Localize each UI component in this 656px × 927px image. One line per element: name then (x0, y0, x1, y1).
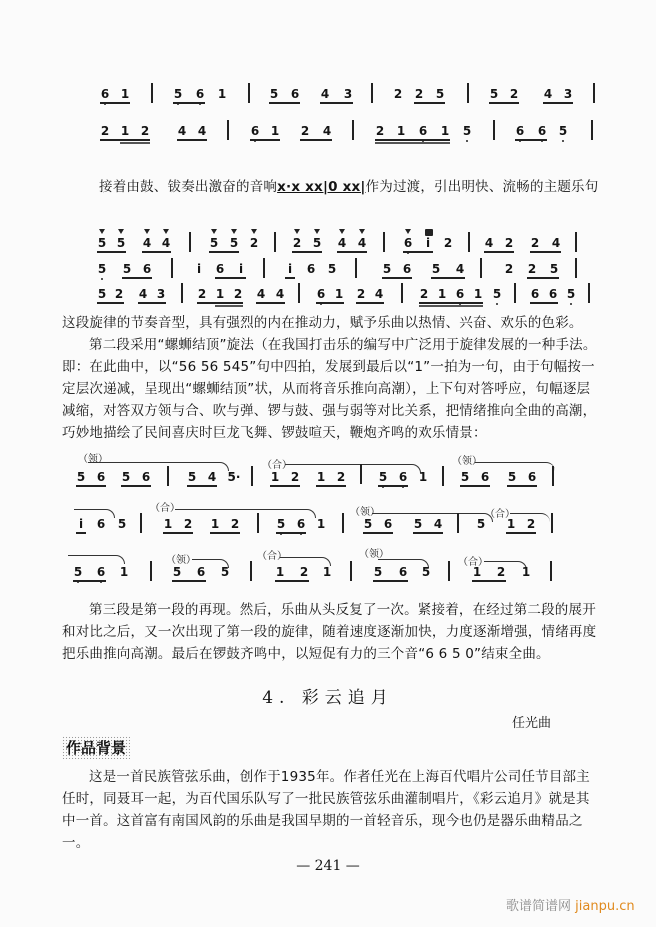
note: 4 (138, 287, 148, 301)
note: 6 (306, 262, 316, 276)
barline (274, 232, 276, 252)
barline (514, 283, 516, 303)
note: 2 (504, 236, 514, 250)
part-label: （领） (78, 454, 108, 465)
note: 6 (96, 517, 106, 531)
note: 5 (507, 470, 517, 484)
note: 5 (97, 262, 107, 276)
note: 6 (290, 87, 300, 101)
barline (588, 283, 590, 303)
barline (248, 83, 250, 103)
note: 6 (398, 565, 408, 579)
note: 5 (378, 470, 388, 484)
slur (175, 509, 316, 518)
note: 6 (141, 470, 151, 484)
note: 4 (207, 470, 217, 484)
barline (457, 513, 459, 533)
note: 6 (316, 287, 326, 301)
note: i (423, 236, 433, 250)
note: 6 (527, 470, 537, 484)
score-row-5 (0, 287, 656, 309)
note: 1 (119, 565, 129, 579)
note: 4 (433, 517, 443, 531)
note: 5 (460, 470, 470, 484)
part-label: （领） (166, 555, 196, 566)
barline (151, 83, 153, 103)
note: 5 (413, 517, 423, 531)
note: 1 (316, 517, 326, 531)
note: 2 (183, 517, 193, 531)
note: 1 (396, 124, 406, 138)
note: 6 (215, 262, 225, 276)
note: 2 (140, 124, 150, 138)
note: i (78, 517, 84, 531)
score-row-4 (0, 262, 656, 284)
part-label: （领） (359, 549, 389, 560)
note: 6 (296, 517, 306, 531)
note: 1 (322, 565, 332, 579)
note: 2 (504, 262, 514, 276)
note: 2 (233, 287, 243, 301)
note: 2 (393, 87, 403, 101)
barline (355, 258, 357, 278)
barline (171, 258, 173, 278)
note: 1 (418, 470, 428, 484)
watermark-cn: 歌谱简谱网 (506, 899, 572, 914)
barline (167, 466, 169, 486)
barline (550, 561, 552, 581)
note: 2 (114, 287, 124, 301)
note: 2 (496, 565, 506, 579)
note: 5 (229, 236, 239, 250)
note: 4 (322, 124, 332, 138)
note: 5 (363, 517, 373, 531)
note: 4 (543, 87, 553, 101)
watermark-en: jianpu.cn (575, 899, 635, 914)
score-row-8 (0, 549, 656, 587)
note: 1 (473, 287, 483, 301)
part-label: （合） (262, 460, 292, 471)
note: 1 (120, 124, 130, 138)
note: 4 (337, 236, 347, 250)
piece-title: 4. 彩云追月 (262, 688, 394, 708)
barline (352, 120, 354, 140)
note: 5 (117, 517, 127, 531)
note: 5 (489, 87, 499, 101)
note: 2 (419, 287, 429, 301)
part-label: （合） (485, 509, 515, 520)
note: 2 (299, 565, 309, 579)
note: 4 (197, 124, 207, 138)
note: 5 (220, 565, 230, 579)
note: 5 (116, 236, 126, 250)
note: 4 (161, 236, 171, 250)
note: 6 (530, 287, 540, 301)
note: 5 (269, 87, 279, 101)
note: 1 (316, 470, 326, 484)
barline (591, 120, 593, 140)
note: 5 (421, 565, 431, 579)
barline (350, 561, 352, 581)
page-number: — 241 — (296, 858, 360, 874)
note: 6 (383, 517, 393, 531)
part-label: （领） (350, 507, 380, 518)
note: 5 (476, 517, 486, 531)
barline (360, 464, 362, 484)
note: 4 (256, 287, 266, 301)
note: 5 (209, 236, 219, 250)
barline (480, 258, 482, 278)
composer-credit: 任光曲 (512, 716, 552, 731)
note: 4 (142, 236, 152, 250)
note: 2 (356, 287, 366, 301)
note: 2 (527, 262, 537, 276)
note: 6 (537, 124, 547, 138)
barline (575, 232, 577, 252)
paragraph-section-3: 第三段是第一段的再现。然后，乐曲从头反复了一次。紧接着，在经过第二段的展开和对比之后，又一次出现了第一段的旋律，随着速度逐渐加快，力度逐渐增强，情绪再度把乐曲推向高潮。最后在锣鼓齐鸣中，以短促有力的三个音“6 6 5 0”结束全曲。 (62, 602, 597, 662)
note: 2 (292, 236, 302, 250)
barline (342, 513, 344, 533)
note: 1 (472, 565, 482, 579)
note: 6 (195, 87, 205, 101)
note: 1 (163, 517, 173, 531)
note: 6 (480, 470, 490, 484)
part-label: （领） (452, 456, 482, 467)
note: 6 (142, 262, 152, 276)
note: 1 (120, 87, 130, 101)
note: 5 (492, 287, 502, 301)
barline (575, 258, 577, 278)
note: i (196, 262, 202, 276)
paragraph-transition: 接着由鼓、钹奏出激奋的音响x·x xx|0 xx|作为过渡，引出明快、流畅的主题乐句 (99, 179, 599, 195)
note: 6 (398, 470, 408, 484)
slur (68, 555, 125, 564)
paragraph-section-2: 第二段采用“螺蛳结顶”旋法（在我国打击乐的编写中广泛用于旋律发展的一种手法。即：在此曲中，以“56 56 545”句中四拍，发展到最后以“1”一拍为一句，由于句幅按一定层次递减，呈现出“螺蛳结顶”状，从而将音乐推向高潮），上下句对答呼应，句幅逐层减缩，对答双方领与合、吹与弹、锣与鼓、强与弱等对比关系，把情绪推向全曲的高潮，巧妙地描绘了民间喜庆时巨龙飞舞、锣鼓喧天，鞭炮齐鸣的欢乐情景： (62, 337, 597, 441)
note: 5 (566, 287, 576, 301)
note: 2 (100, 124, 110, 138)
note: 2 (290, 470, 300, 484)
barline (401, 283, 403, 303)
note: 2 (197, 287, 207, 301)
barline (493, 120, 495, 140)
note: 6 (96, 565, 106, 579)
note: 4 (455, 262, 465, 276)
score-row-3 (0, 236, 656, 258)
note: i (238, 262, 244, 276)
note: 5 (373, 565, 383, 579)
part-label: （合） (257, 551, 287, 562)
note: 6 (403, 236, 413, 250)
note: 1 (521, 565, 531, 579)
note: 2 (530, 236, 540, 250)
note: 5 (172, 565, 182, 579)
note: 1 (270, 124, 280, 138)
note: 6 (100, 87, 110, 101)
part-label: （合） (150, 503, 180, 514)
note: 5 (122, 262, 132, 276)
note: 2 (336, 470, 346, 484)
barline (181, 283, 183, 303)
note: 5 (382, 262, 392, 276)
paragraph-rhythm: 这段旋律的节奏音型，具有强烈的内在推动力，赋予乐曲以热情、兴奋、欢乐的色彩。 (62, 315, 583, 331)
note: 2 (375, 124, 385, 138)
section-heading: 作品背景 (62, 736, 130, 759)
note: 2 (443, 236, 453, 250)
barline (150, 561, 152, 581)
paragraph-background: 这是一首民族管弦乐曲，创作于1935年。作者任光在上海百代唱片公司任节目部主任时，同聂耳一起，为百代国乐队写了一批民族管弦乐曲灌制唱片，《彩云追月》就是其中一首。这首富有南国风韵的乐曲是我国早期的一首轻音乐，现今也仍是器乐曲精品之一。 (62, 769, 590, 851)
barline (140, 513, 142, 533)
note: 4 (374, 287, 384, 301)
percussion-rhythm: x·x xx|0 xx| (277, 179, 366, 195)
note: 6 (418, 124, 428, 138)
note: 4 (177, 124, 187, 138)
barline (263, 258, 265, 278)
note: 6 (548, 287, 558, 301)
barline (593, 83, 595, 103)
note: 5 (73, 565, 83, 579)
note: 5 (276, 517, 286, 531)
barline (298, 283, 300, 303)
barline (371, 83, 373, 103)
note: 5 (121, 470, 131, 484)
note: 5 (97, 236, 107, 250)
note: 5 (435, 87, 445, 101)
barline (442, 466, 444, 486)
note: 6 (96, 470, 106, 484)
note: 1 (215, 287, 225, 301)
barline (467, 83, 469, 103)
note: 1 (437, 287, 447, 301)
note: 4 (551, 236, 561, 250)
note: 1 (210, 517, 220, 531)
note: 5 (97, 287, 107, 301)
barline (468, 232, 470, 252)
note: 2 (509, 87, 519, 101)
barline (551, 513, 553, 533)
note: 3 (156, 287, 166, 301)
note: 4 (275, 287, 285, 301)
note: 6 (515, 124, 525, 138)
note: 3 (563, 87, 573, 101)
barline (227, 120, 229, 140)
note: 1 (217, 87, 227, 101)
note: i (287, 262, 293, 276)
note: 6 (455, 287, 465, 301)
note: 5 (76, 470, 86, 484)
note: 6 (402, 262, 412, 276)
note: 4 (320, 87, 330, 101)
note: 1 (506, 517, 516, 531)
note: 4 (357, 236, 367, 250)
score-row-7 (0, 503, 656, 539)
note: 1 (275, 565, 285, 579)
note: 3 (343, 87, 353, 101)
part-label: （合） (458, 557, 488, 568)
barline (448, 561, 450, 581)
note: 2 (249, 236, 259, 250)
barline (250, 561, 252, 581)
note: 5 (327, 262, 337, 276)
note: 6 (196, 565, 206, 579)
note: 5 (173, 87, 183, 101)
barline (552, 466, 554, 486)
barline (251, 466, 253, 486)
note: 5 (431, 262, 441, 276)
note: 5· (227, 470, 241, 484)
note: 5 (549, 262, 559, 276)
note: 2 (300, 124, 310, 138)
note: 6 (250, 124, 260, 138)
note: 1 (270, 470, 280, 484)
barline (189, 232, 191, 252)
barline (383, 232, 385, 252)
note: 1 (334, 287, 344, 301)
note: 5 (312, 236, 322, 250)
note: 5 (187, 470, 197, 484)
score-row-6 (0, 454, 656, 492)
score-row-2 (0, 124, 656, 146)
note: 5 (558, 124, 568, 138)
note: 5 (462, 124, 472, 138)
note: 2 (230, 517, 240, 531)
watermark (506, 895, 635, 914)
note: 4 (484, 236, 494, 250)
score-row-1 (0, 87, 656, 109)
barline (257, 513, 259, 533)
note: 2 (414, 87, 424, 101)
note: 1 (440, 124, 450, 138)
note: 2 (526, 517, 536, 531)
